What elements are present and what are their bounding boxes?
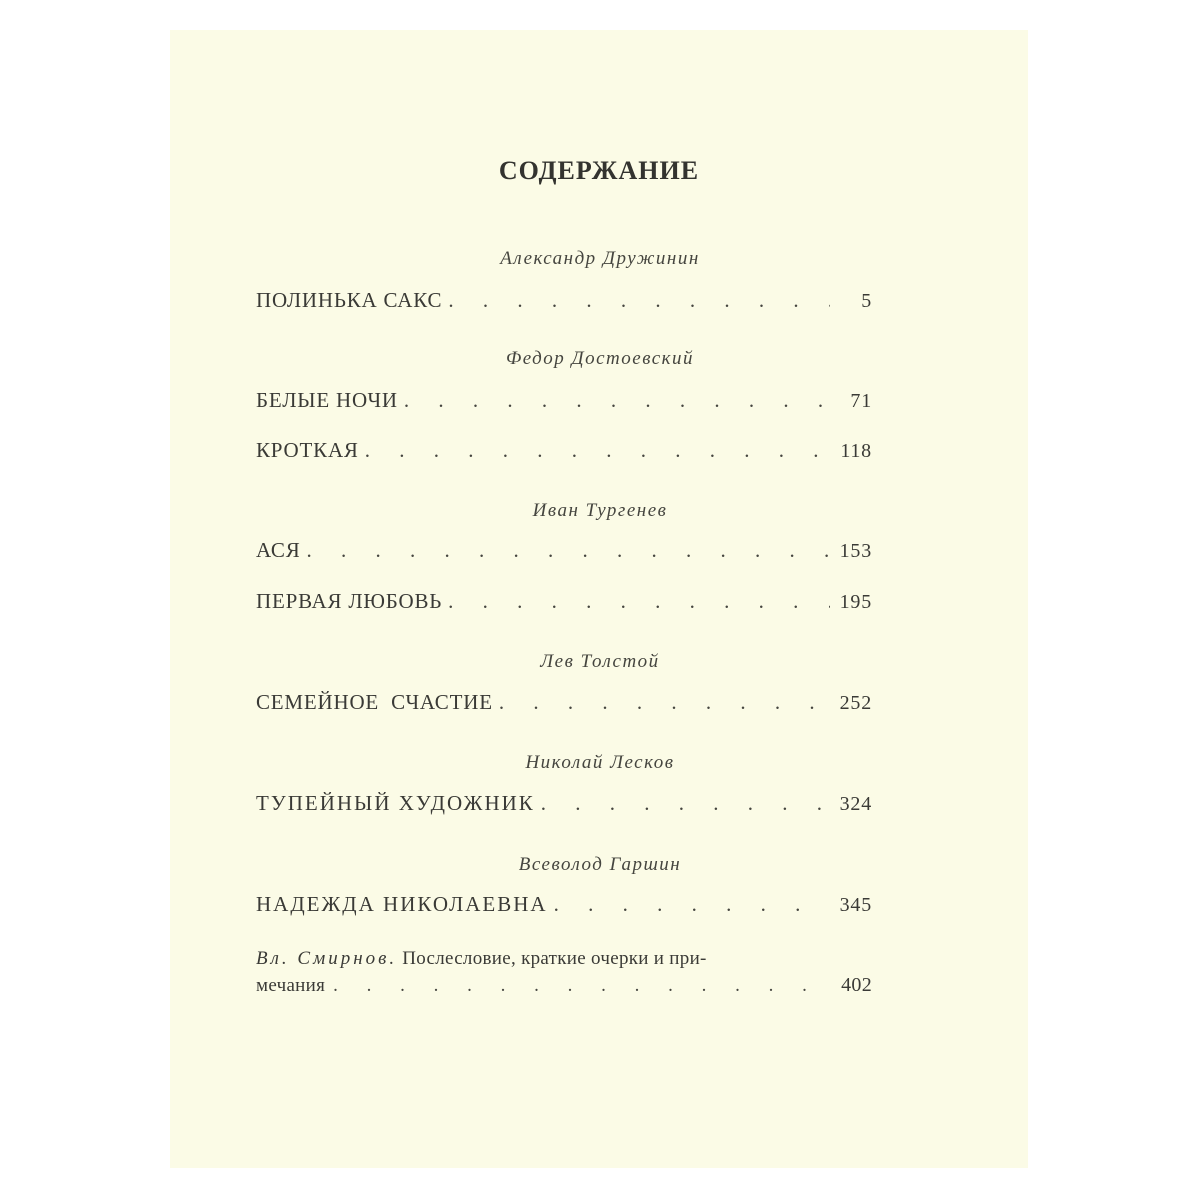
dot-leader: [554, 892, 830, 917]
work-title: ТУПЕЙНЫЙ ХУДОЖНИК: [256, 791, 535, 815]
page-title: СОДЕРЖАНИЕ: [498, 156, 700, 185]
page-number: 345: [839, 894, 872, 916]
dot-leader: [448, 589, 830, 614]
work-title: СЕМЕЙНОЕ СЧАСТИЕ: [256, 690, 493, 714]
author-name: Федор Достоевский: [505, 348, 695, 369]
page-number: 118: [840, 440, 872, 462]
afterword-entry[interactable]: [256, 946, 872, 999]
page-number: 71: [850, 390, 872, 412]
dot-leader: [307, 538, 830, 563]
work-title: ПЕРВАЯ ЛЮБОВЬ: [256, 589, 443, 613]
book-page: [170, 30, 1028, 1168]
toc-entry[interactable]: [256, 690, 872, 720]
work-title: ПОЛИНЬКА САКС: [256, 288, 443, 312]
toc-entry[interactable]: [256, 438, 872, 468]
page-number: 153: [839, 540, 872, 562]
page-number: 402: [841, 974, 872, 996]
author-name: Николай Лесков: [525, 752, 675, 773]
author-name: Иван Тургенев: [532, 500, 668, 521]
afterword-line-1: [256, 946, 872, 972]
toc-entry[interactable]: [256, 791, 872, 821]
toc-entry[interactable]: [256, 892, 872, 922]
toc-entry[interactable]: [256, 388, 872, 418]
toc-entry[interactable]: [256, 538, 872, 568]
author-name: Александр Дружинин: [500, 248, 700, 269]
page-number: 324: [839, 793, 872, 815]
dot-leader: [541, 791, 830, 816]
dot-leader: [365, 438, 830, 463]
work-title: БЕЛЫЕ НОЧИ: [256, 388, 398, 412]
afterword-line-2: [256, 972, 872, 999]
dot-leader: [333, 973, 830, 999]
author-name: Лев Толстой: [540, 651, 660, 672]
page-number: 5: [861, 290, 872, 312]
work-title: АСЯ: [256, 538, 301, 562]
afterword-author: Вл. Смирнов.: [256, 948, 398, 969]
toc-entry[interactable]: [256, 288, 872, 318]
dot-leader: [448, 288, 830, 313]
afterword-title-part-2: мечания: [256, 975, 326, 996]
page-number: 252: [839, 692, 872, 714]
toc-entry[interactable]: [256, 589, 872, 619]
dot-leader: [499, 690, 830, 715]
work-title: КРОТКАЯ: [256, 438, 359, 462]
page-number: 195: [839, 591, 872, 613]
afterword-title-part-1: Послесловие, краткие очерки и при-: [402, 948, 707, 969]
work-title: НАДЕЖДА НИКОЛАЕВНА: [256, 892, 548, 916]
dot-leader: [404, 388, 830, 413]
author-name: Всеволод Гаршин: [518, 854, 682, 875]
